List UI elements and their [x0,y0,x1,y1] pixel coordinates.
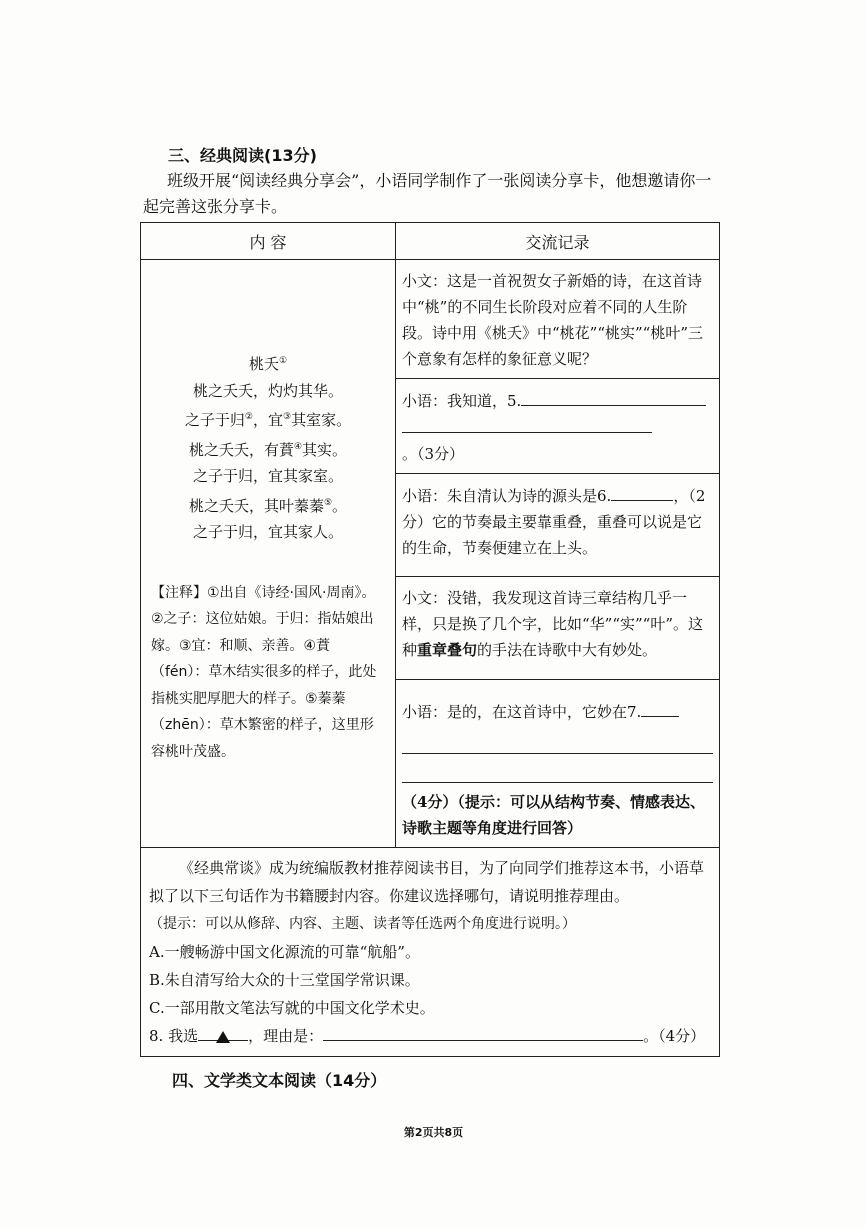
header-content: 内 容 [141,223,396,260]
record-xiaoyu-5: 小语：我知道，5. 。（3分） [396,379,720,474]
poem-notes: 【注释】①出自《诗经·国风·周南》。②之子：这位姑娘。于归：指姑娘出嫁。③宜：和顺、亲善。④蕡（fén）：草木结实很多的样子，此处指桃实肥厚肥大的样子。⑤蓁蓁（zhēn）：草木繁密的样子，这里形容桃叶茂盛。 [151,584,377,760]
answer-line-7b[interactable] [402,758,713,783]
header-records: 交流记录 [396,223,720,260]
poem-line: 桃之夭夭，有蕡④其实。 [188,440,348,459]
section-3-intro: 班级开展“阅读经典分享会”，小语同学制作了一张阅读分享卡，他想邀请你一起完善这张分享卡。 [143,171,712,216]
record-xiaowen-2: 小文：没错，我发现这首诗三章结构几乎一样，只是换了几个字，比如“华”“实”“叶”。这种重章叠句的手法在诗歌中大有妙处。 [396,577,720,680]
record-xiaoyu-6: 小语：朱自清认为诗的源头是6. ，（2分）它的节奏最主要靠重叠，重叠可以说是它的生命，节奏便建立在上头。 [396,474,720,577]
classic-talks-hint: （提示：可以从修辞、内容、主题、读者等任选两个角度进行说明。） [149,916,576,932]
classic-talks-cell [141,848,720,1057]
hint-7: （4分）（提示：可以从结构节奏、情感表达、诗歌主题等角度进行回答） [402,793,705,837]
answer-blank-7[interactable] [641,698,679,717]
poem-line: 之子于归，宜其家室。 [192,467,343,485]
answer-blank-5-line2[interactable] [402,414,652,433]
option-c: C.一部用散文笔法写就的中国文化学术史。 [149,999,435,1017]
poem-line: 之子于归，宜其家人。 [192,523,343,541]
poem-title: 桃夭① [248,355,288,373]
question-8: 8. 我选 ，理由是： 。（4分） [149,1022,711,1050]
poem [141,348,395,546]
poem-line: 之子于归②，宜③其室家。 [184,411,352,429]
section-3-title: 三、经典阅读(13分) [168,146,317,165]
classic-talks-para: 《经典常谈》成为统编版教材推荐阅读书目，为了向同学们推荐这本书，小语草拟了以下三句话作为书籍腰封内容。你建议选择哪句，请说明推荐理由。 [149,859,705,905]
reason-blank-8[interactable] [323,1022,643,1041]
triangle-icon [216,1031,230,1043]
emphasis-term: 重章叠句 [417,641,478,659]
page-footer: 第2页共8页 [403,1126,464,1139]
option-a: A.一艘畅游中国文化源流的可靠“航船”。 [149,943,420,961]
poem-cell [141,260,396,848]
poem-line: 桃之夭夭，其叶蓁蓁⑤。 [188,496,348,515]
record-xiaoyu-7: 小语：是的，在这首诗中，它妙在7. （4分）（提示：可以从结构节奏、情感表达、诗歌主题等角度进行回答） [396,680,720,848]
poem-line: 桃之夭夭，灼灼其华。 [192,381,343,400]
choice-blank-8[interactable] [198,1022,248,1041]
record-xiaowen-1: 小文：这是一首祝贺女子新婚的诗，在这首诗中“桃”的不同生长阶段对应着不同的人生阶段。诗中用《桃夭》中“桃花”“桃实”“桃叶”三个意象有怎样的象征意义呢？ [396,260,720,379]
option-b: B.朱自清写给大众的十三堂国学常识课。 [149,971,420,989]
answer-line-7a[interactable] [402,729,713,754]
share-card-table [140,222,720,1057]
answer-blank-6[interactable] [611,482,673,501]
answer-blank-5[interactable] [521,387,706,406]
section-4-title: 四、文学类文本阅读（14分） [172,1071,387,1090]
